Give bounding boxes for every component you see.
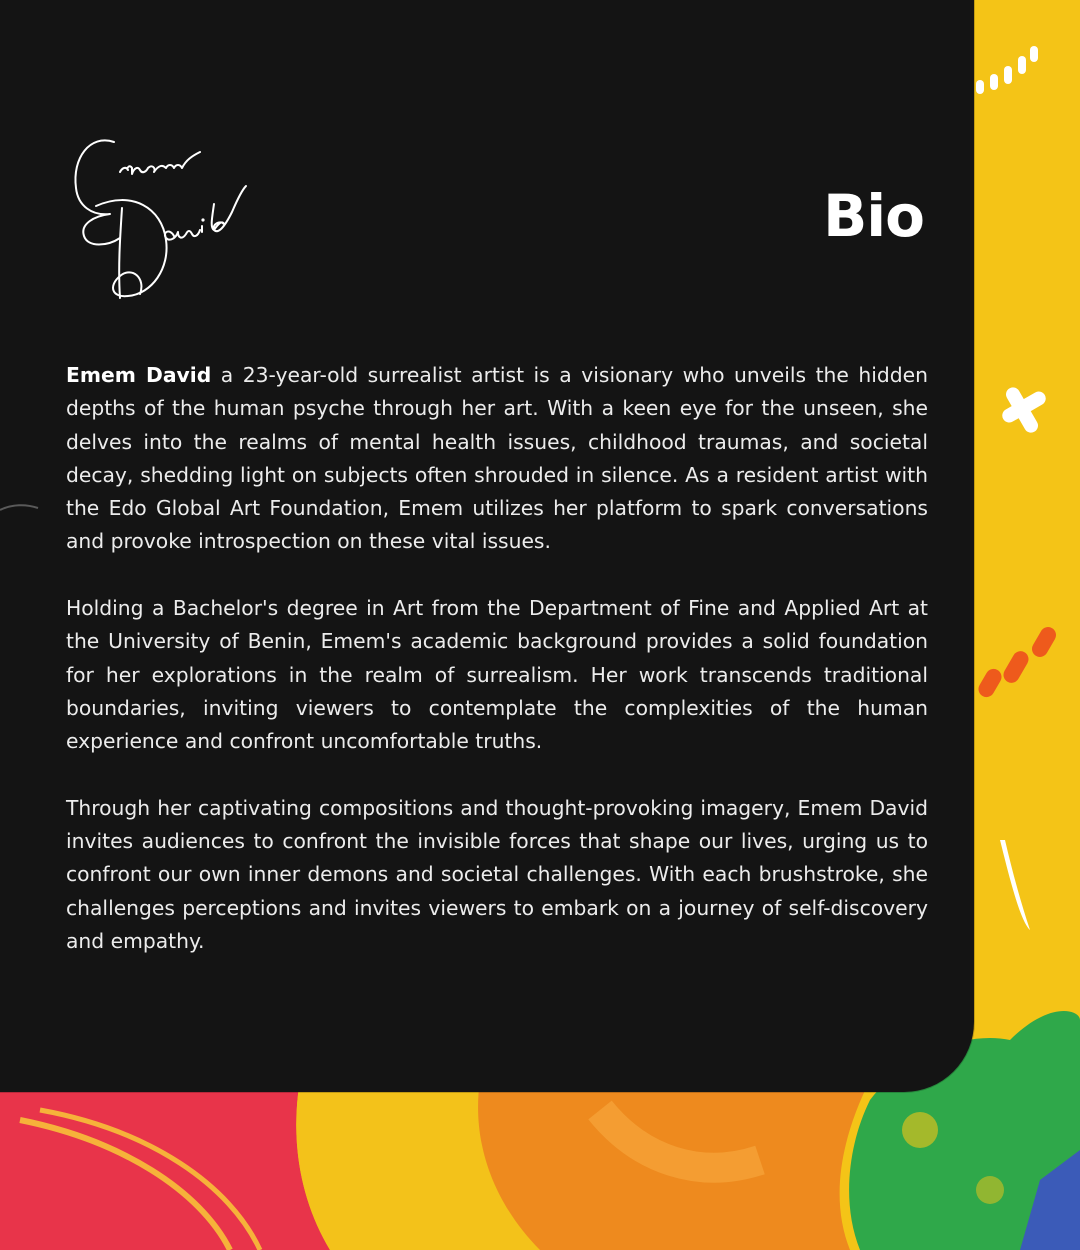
page-title: Bio <box>823 182 924 250</box>
artist-name: Emem David <box>66 363 212 387</box>
signature-logo <box>62 128 262 318</box>
bio-paragraph-2: Holding a Bachelor's degree in Art from the Department of Fine and Applied Art at the University of Benin, Emem's academic background provides a solid foundation for her explorations in the realm of surrealism. Her work transcends traditional boundaries, inviting viewers to contemplate the complexities of the human experience and confront uncomfortable truths. <box>66 596 928 754</box>
bio-paragraph-3: Through her captivating compositions and thought-provoking imagery, Emem David invites audiences to confront the invisible forces that shape our lives, urging us to confront our own inner demons and societal challenges. With each brushstroke, she challenges perceptions and invites viewers to embark on a journey of self-discovery and empathy. <box>66 795 928 954</box>
brush-streak <box>0 500 40 520</box>
bio-paragraph-1-text: a 23-year-old surrealist artist is a visionary who unveils the hidden depths of the human psyche through her art. With a keen eye for the unseen, she delves into the realms of mental health issues, childhood traumas, and societal decay, shedding light on subjects often shrouded in silence. As a resident artist with the Edo Global Art Foundation, Emem utilizes her platform to spark conversations and provoke introspection on these vital issues. <box>66 363 928 554</box>
bio-paragraph-1 <box>66 359 928 559</box>
bio-text <box>66 359 928 992</box>
